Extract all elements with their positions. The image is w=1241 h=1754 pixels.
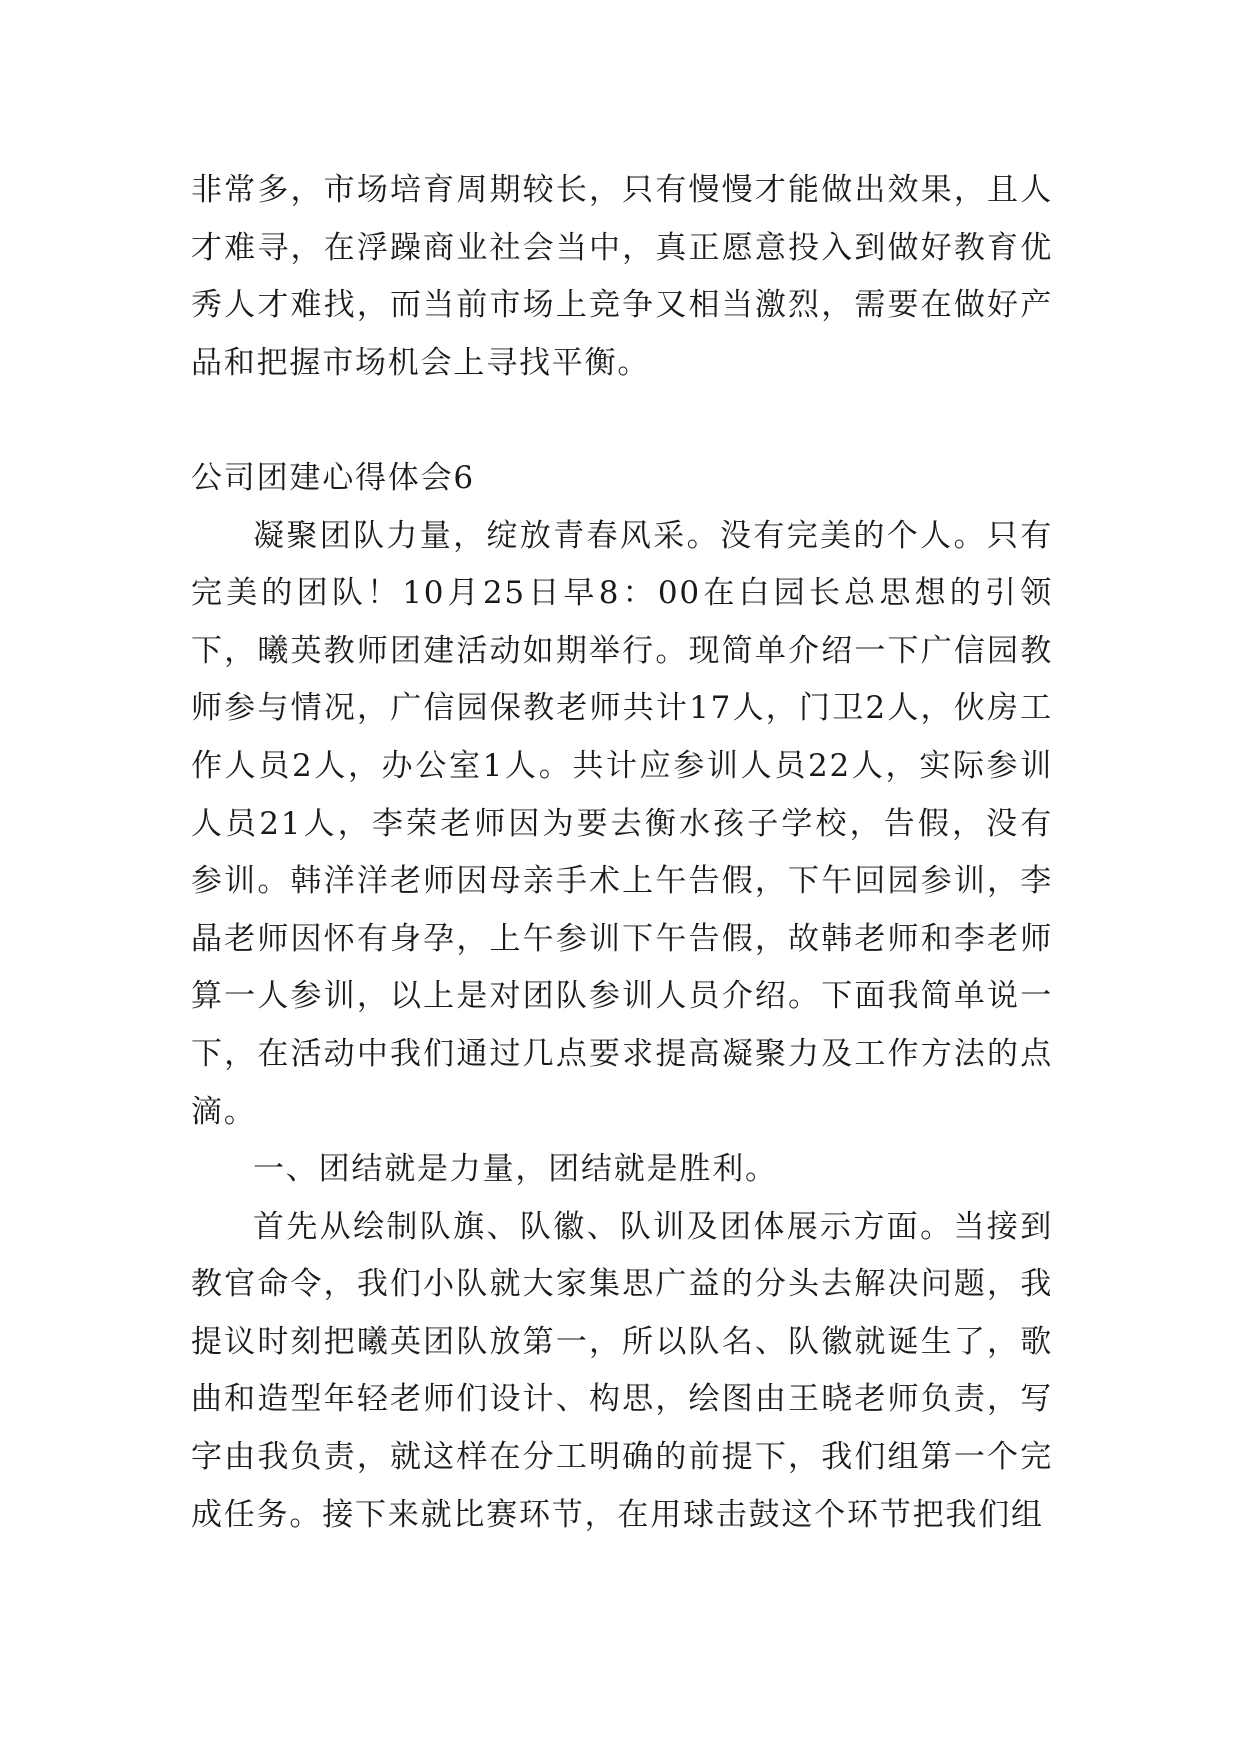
document-body bbox=[191, 162, 1053, 1544]
paragraph-point-one-detail: 首先从绘制队旗、队徽、队训及团体展示方面。当接到教官命令，我们小队就大家集思广益的分头去解决问题，我提议时刻把曦英团队放第一，所以队名、队徽就诞生了，歌曲和造型年轻老师们设计、构思，绘图由王晓老师负责，写字由我负责，就这样在分工明确的前提下，我们组第一个完成任务。接下来就比赛环节，在用球击鼓这个环节把我们组 bbox=[191, 1208, 1053, 1533]
section-title: 公司团建心得体会6 bbox=[191, 459, 475, 496]
continuation-paragraph: 非常多，市场培育周期较长，只有慢慢才能做出效果，且人才难寻，在浮躁商业社会当中，真正愿意投入到做好教育优秀人才难找，而当前市场上竞争又相当激烈，需要在做好产品和把握市场机会上寻找平衡。 bbox=[191, 172, 1053, 381]
paragraph-intro: 凝聚团队力量，绽放青春风采。没有完美的个人。只有完美的团队！10月25日早8：00在白园长总思想的引领下，曦英教师团建活动如期举行。现简单介绍一下广信园教师参与情况，广信园保教老师共计17人，门卫2人，伙房工作人员2人，办公室1人。共计应参训人员22人，实际参训人员21人，李荣老师因为要去衡水孩子学校，告假，没有参训。韩洋洋老师因母亲手术上午告假，下午回园参训，李晶老师因怀有身孕，上午参训下午告假，故韩老师和李老师算一人参训，以上是对团队参训人员介绍。下面我简单说一下，在活动中我们通过几点要求提高凝聚力及工作方法的点滴。 bbox=[191, 517, 1053, 1130]
paragraph-point-one: 一、团结就是力量，团结就是胜利。 bbox=[253, 1151, 778, 1188]
